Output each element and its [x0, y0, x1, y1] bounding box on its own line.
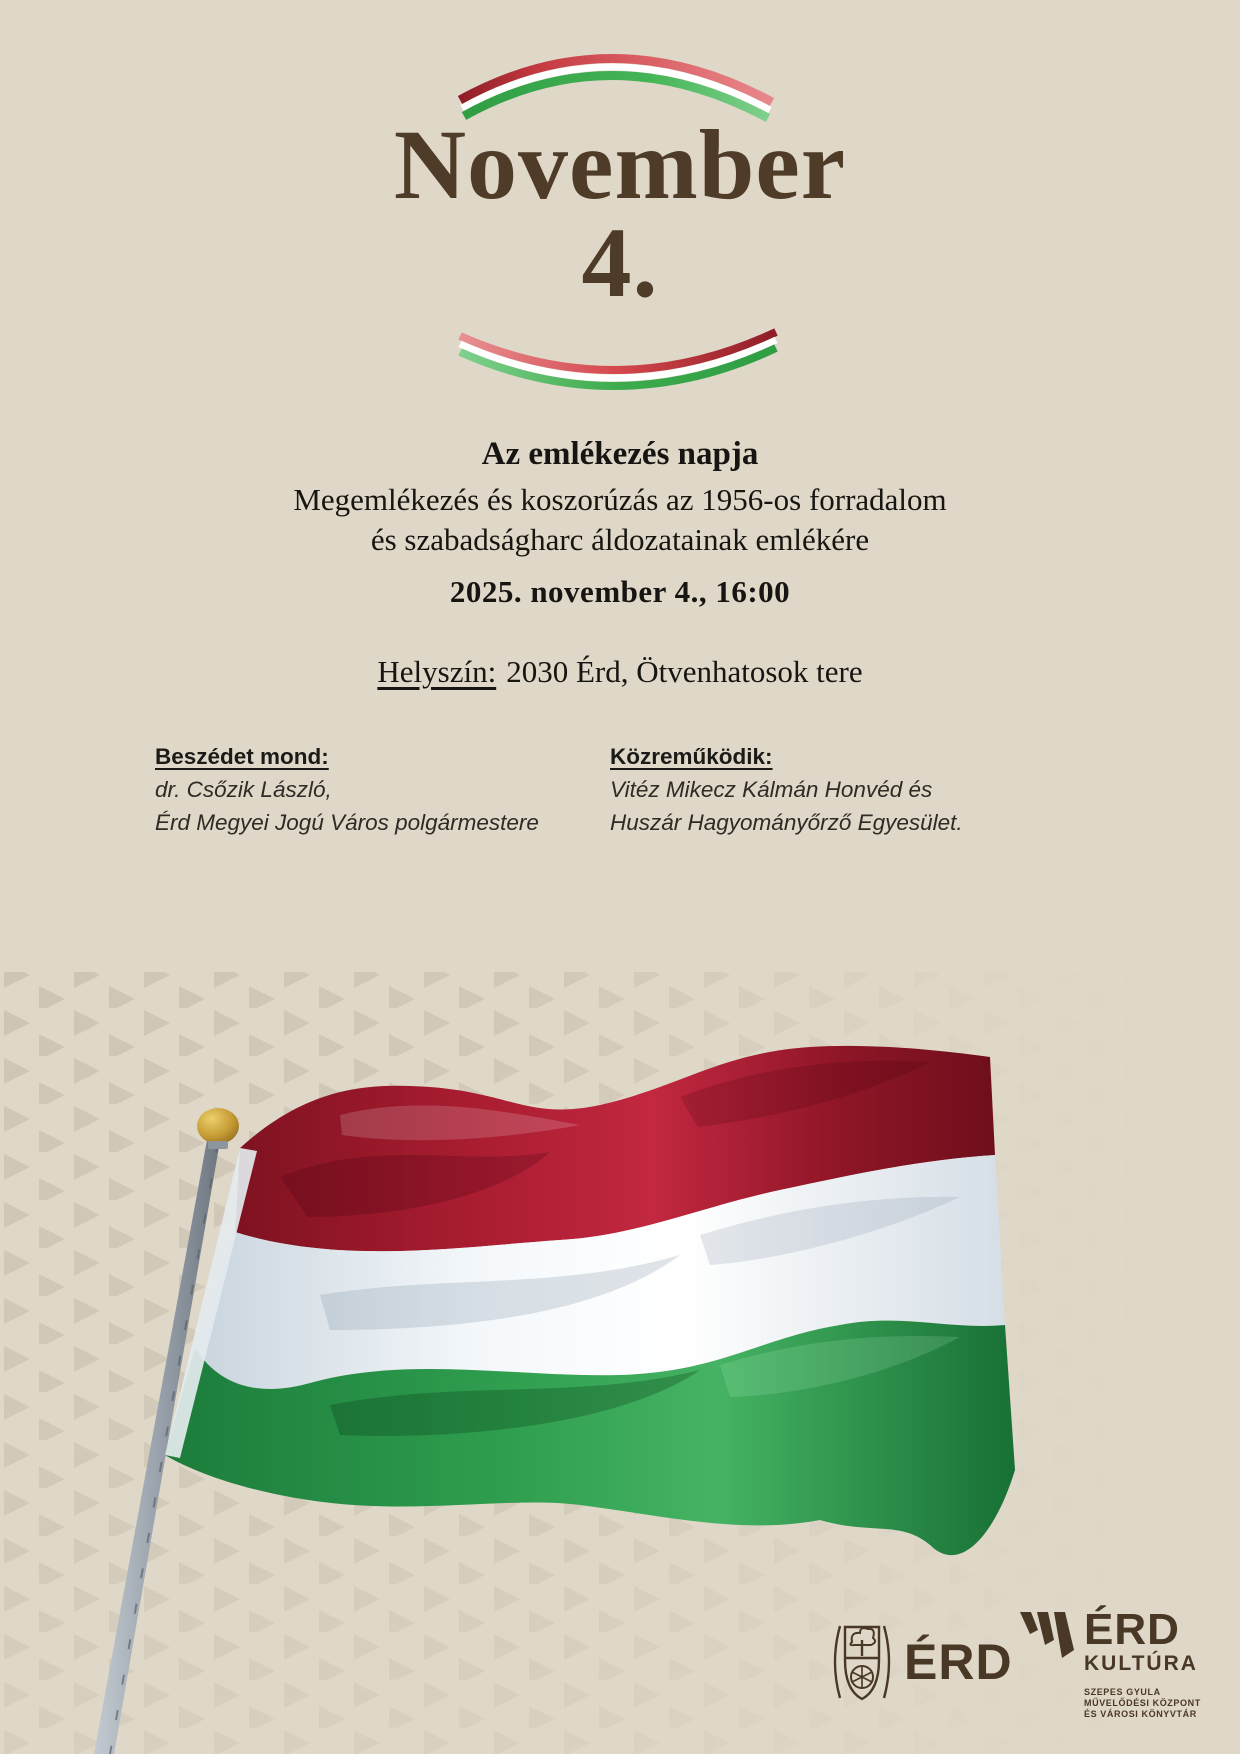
erd-city-wordmark: ÉRD — [904, 1634, 1013, 1690]
title-month: November — [393, 109, 847, 220]
speaker-column — [155, 740, 585, 839]
erd-kultura-logo — [1018, 1605, 1201, 1720]
erd-crest-icon — [830, 1620, 894, 1704]
contributors-line1: Vitéz Mikecz Kálmán Honvéd és — [610, 777, 933, 802]
contributors-line2: Huszár Hagyományőrző Egyesület. — [610, 810, 963, 835]
event-datetime: 2025. november 4., 16:00 — [449, 574, 791, 609]
tagline-line1: SZEPES GYULA — [1084, 1687, 1161, 1697]
event-heading: Az emlékezés napja — [481, 436, 759, 472]
location-label: Helyszín: — [377, 654, 497, 689]
contributors-label: Közreműködik: — [610, 744, 773, 769]
event-subtitle-line1: Megemlékezés és koszorúzás az 1956-os forradalom — [293, 482, 947, 517]
tagline-line3: ÉS VÁROSI KÖNYVTÁR — [1084, 1709, 1197, 1719]
contributors-column — [610, 740, 1070, 839]
tagline-line2: MŰVELŐDÉSI KÖZPONT — [1084, 1698, 1201, 1708]
erd-kultura-mark-icon — [1018, 1612, 1076, 1662]
erd-kultura-tagline — [1084, 1687, 1201, 1720]
speaker-label: Beszédet mond: — [155, 744, 329, 769]
speaker-role: Érd Megyei Jogú Város polgármestere — [155, 810, 539, 835]
erd-kultura-subword: KULTÚRA — [1084, 1652, 1198, 1675]
title-day: 4. — [581, 207, 659, 318]
speaker-name: dr. Csőzik László, — [155, 777, 332, 802]
erd-city-logo — [830, 1620, 1013, 1704]
poster-title — [0, 109, 1240, 318]
event-details — [0, 436, 1240, 690]
erd-kultura-wordmark: ÉRD — [1084, 1605, 1180, 1654]
tricolor-arc-bottom — [448, 322, 788, 412]
pole-finial — [197, 1108, 239, 1144]
event-subtitle-line2: és szabadságharc áldozatainak emlékére — [370, 522, 870, 557]
event-location — [0, 654, 1240, 690]
location-value: 2030 Érd, Ötvenhatosok tere — [506, 654, 863, 689]
